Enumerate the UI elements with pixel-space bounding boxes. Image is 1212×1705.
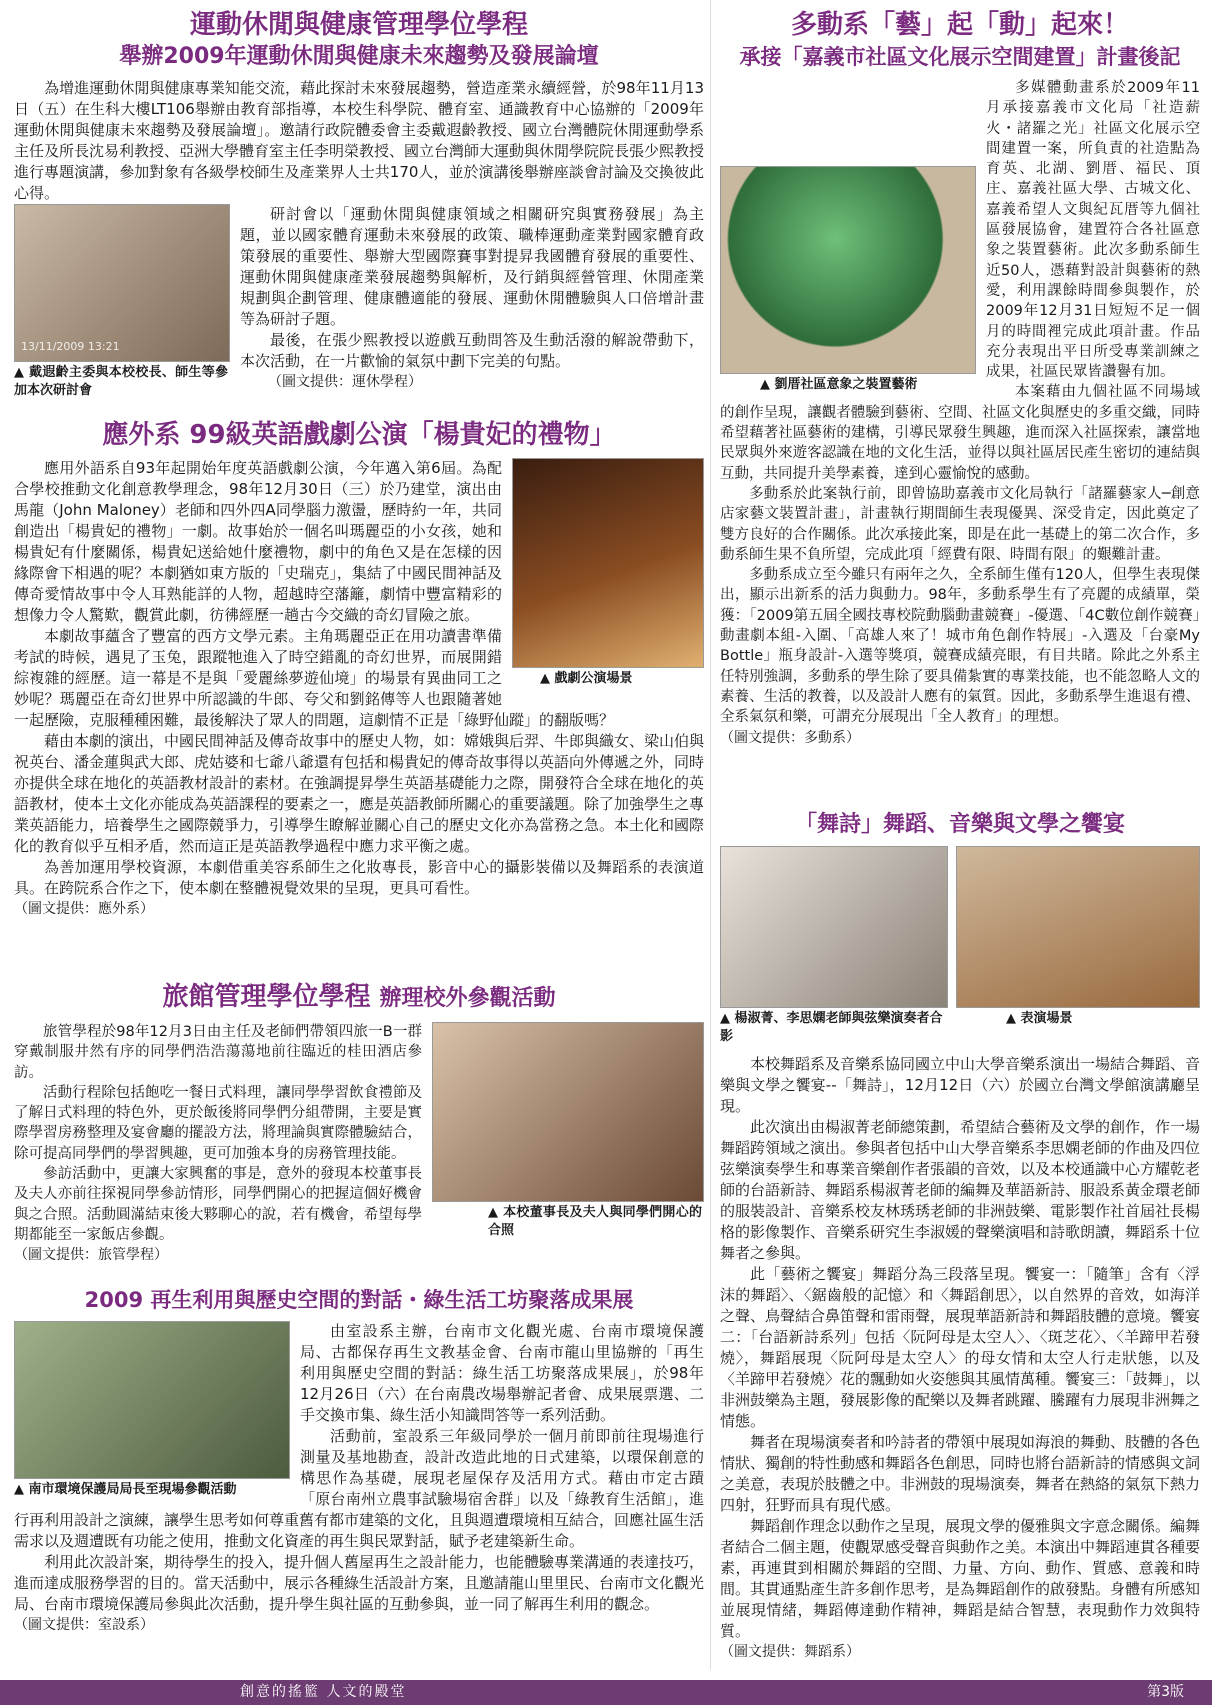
paragraph: 應用外語系自93年起開始年度英語戲劇公演，今年邁入第6屆。為配合學校推動文化創意教學理念，98年12月30日（三）於乃建堂，演出由馬龍（John Maloney）老師和四外四A同學腦力激盪，歷時約一年，共同創造出「楊貴妃的禮物」一劇。故事始於一個名叫瑪麗亞的小女孩，她和楊貴妃有什麼關係，楊貴妃送給她什麼禮物，劇中的角色又是在怎樣的因緣際會下相遇的呢？本劇猶如東方版的「史瑞克」，集結了中國民間神話及傳奇愛情故事中令人耳熟能詳的人物，超越時空藩籬，劇情中豐富精彩的想像力令人驚歎，觀賞此劇，彷彿經歷一趟古今交織的奇幻冒險之旅。 [14, 459, 502, 624]
article-subtitle: 舉辦2009年運動休閒與健康未來趨勢及發展論壇 [119, 44, 599, 69]
paragraph: 參訪活動中，更讓大家興奮的事是，意外的發現本校董事長及夫人亦前往探視同學參訪情形，同學們開心的把握這個好機會與之合照。活動圓滿結束後大夥聊心的說，若有機會，希望每學期都能至一家飯店參觀。 [14, 1166, 422, 1243]
article-hotel [14, 980, 704, 1266]
article-body [14, 1022, 704, 1266]
paragraph: 此「藝術之饗宴」舞蹈分為三段落呈現。饗宴一：「隨筆」含有〈浮沫的舞蹈〉、〈鋸齒般的記憶〉和〈舞蹈創思〉，以自然界的音效，如海洋之聲、鳥聲結合鼻笛聲和雷雨聲，展現華語新詩和舞蹈肢體的意境。饗宴二：「台語新詩系列」包括〈阮阿母是太空人〉、〈斑芝花〉、〈羊蹄甲若發燒〉，舞蹈展現〈阮阿母是太空人〉的母女情和太空人行走狀態，以及〈羊蹄甲若發燒〉花的飄動如火姿態與其風情萬種。饗宴三：「鼓舞」，以非洲鼓樂為主題，發展影像的配樂以及舞者跳躍、騰躍有力展現非洲舞之情態。 [720, 1265, 1201, 1430]
article-body [14, 1321, 704, 1636]
paragraph: 最後，在張少熙教授以遊戲互動問答及生動活潑的解說帶動下，本次活動，在一片歡愉的氣氛中劃下完美的句點。 [240, 331, 704, 370]
article-title: 「舞詩」舞蹈、音樂與文學之饗宴 [794, 812, 1125, 837]
photo-group [720, 846, 948, 1008]
photo-row [720, 846, 1200, 1054]
photo-green [14, 1321, 290, 1479]
paragraph: 由室設系主辦，台南市文化觀光處、台南市環境保護局、古都保存再生文教基金會、台南市龍山里協辦的「再生利用與歷史空間的對話：綠生活工坊聚落成果展」，於98年12月26日（六）在台南農改場舉辦記者會、成果展票選、二手交換市集、綠生活小知識問答等一系列活動。 [300, 1322, 704, 1424]
photo-block [432, 1022, 704, 1254]
paragraph: 此次演出由楊淑菁老師總策劃，希望結合藝術及文學的創作，作一場舞蹈跨領域之演出。參與者包括中山大學音樂系李思嫻老師的作曲及四位弦樂演奏學生和專業音樂創作者張韻的音效，以及本校通識中心方耀乾老師的台語新詩、舞蹈系楊淑菁老師的編舞及華語新詩、服設系黃金環老師的服裝設計、音樂系校友林琇琇老師的非洲鼓樂、電影製作社首屆社長楊格的影像製作、音樂系研究生李淑媛的聲樂演唱和詩歌朗讀，舞蹈系十位舞者之參與。 [720, 1118, 1201, 1262]
credit: （圖文提供：應外系） [14, 901, 154, 917]
paragraph: 利用此次設計案，期待學生的投入，提升個人舊屋再生之設計能力，也能體驗專業溝通的表達技巧，進而達成服務學習的目的。當天活動中，展示各種綠生活設計方案，且邀請龍山里里民、台南市文化觀光局、台南市環境保護局參與此次活動，提升學生與社區的互動參與，並一同了解再生利用的觀念。 [14, 1553, 705, 1613]
article-media [720, 8, 1200, 748]
article-english [14, 418, 704, 920]
article-title: 運動休閒與健康管理學位學程 [189, 10, 528, 40]
article-title: 2009 再生利用與歷史空間的對話・綠生活工坊聚落成果展 [84, 1288, 634, 1312]
photo-caption: ▲ 劉厝社區意象之裝置藝術 [760, 377, 918, 392]
photo-performance [956, 846, 1200, 1008]
paragraph: 活動行程除包括飽吃一餐日式料理，讓同學學習飲食禮節及了解日式料理的特色外，更於飯後將同學們分組帶開，主要是實際學習房務整理及宴會廳的擺設方法，將理論與實際體驗結合，除可提高同學們的學習興趣，更可加強本身的房務管理技能。 [14, 1084, 422, 1162]
credit: （圖文提供：旅管學程） [14, 1247, 168, 1264]
paragraph: 本校舞蹈系及音樂系協同國立中山大學音樂系演出一場結合舞蹈、音樂與文學之饗宴--「舞詩」，12月12日（六）於國立台灣文學館演講廳呈現。 [720, 1055, 1201, 1115]
article-title: 應外系 99級英語戲劇公演「楊貴妃的禮物」 [102, 420, 616, 450]
article-title: 多動系「藝」起「動」起來！ [790, 10, 1129, 40]
photo-caption: ▲ 本校董事長及夫人與同學們開心的合照 [488, 1205, 702, 1238]
photo-forum [14, 204, 230, 362]
article-body [720, 1054, 1200, 1663]
paragraph: 多媒體動畫系於2009年11月承接嘉義市文化局「社造薪火・諸羅之光」社區文化展示空間建置一案，所負責的社造點為育英、北湖、劉厝、福民、頂庄、嘉義社區大學、古城文化、嘉義希望人文與紀瓦厝等九個社區發展協會，建置符合各社區意象之裝置藝術。此次多動系師生近50人，憑藉對設計與藝術的熱愛，利用課餘時間參與製作，於2009年12月31日短短不足一個月的時間裡完成此項計畫。作品充分表現出平日所受專業訓練之成果，社區民眾皆讚譽有加。 [986, 80, 1200, 381]
article-subtitle: 承接「嘉義市社區文化展示空間建置」計畫後記 [739, 45, 1181, 69]
credit: （圖文提供：室設系） [14, 1617, 154, 1633]
photo-caption: ▲ 南市環境保護局局長至現場參觀活動 [14, 1482, 237, 1497]
paragraph: 舞者在現場演奏者和吟詩者的帶領中展現如海浪的舞動、肢體的各色情狀、獨創的特性動感和舞蹈各色創思，同時也將台語新詩的情感與文詞之美意，表現於肢體之中。非洲鼓的現場演奏，舞者在熱絡的氣氛下熱力四射，狂野而具有現代感。 [720, 1433, 1201, 1514]
credit: （圖文提供：舞蹈系） [720, 1644, 860, 1660]
photo-block [720, 166, 976, 398]
paragraph: 本劇故事蘊含了豐富的西方文學元素。主角瑪麗亞正在用功讀書準備考試的時候，遇見了玉兔，跟蹤牠進入了時空錯亂的奇幻世界，而展開錯綜複雜的經歷。這一幕是不是與「愛麗絲夢遊仙境」的場景有異曲同工之妙呢？瑪麗亞在奇幻世界中所認識的牛郎、夸父和劉銘傳等人也跟隨著她一起歷險，克服種種困難，最後解決了眾人的問題，這劇情不正是「綠野仙蹤」的翻版嗎？ [14, 627, 615, 729]
paragraph: 多動系於此案執行前，即曾協助嘉義市文化局執行「諸羅藝家人─創意店家藝文裝置計畫」，計畫執行期間師生表現優異、深受肯定，因此奠定了雙方良好的合作關係。此次承接此案，即是在此一基礎上的第二次合作，多動系師生果不負所望，完成此項「經費有限、時間有限」的艱難計畫。 [720, 485, 1200, 563]
paragraph: 本案藉由九個社區不同場域的創作呈現，讓觀者體驗到藝術、空間、社區文化與歷史的多重交織，同時希望藉著社區藝術的建構，引導民眾發生興趣，進而深入社區探索，讓當地民眾與外來遊客認識在地的文化生活，並得以與社區居民產生密切的連結與互動，共同提升美學素養，達到心靈愉悅的感動。 [720, 384, 1200, 482]
paragraph: 藉由本劇的演出，中國民間神話及傳奇故事中的歷史人物，如：嫦娥與后羿、牛郎與織女、梁山伯與祝英台、潘金蓮與武大郎、虎姑婆和七爺八爺還有包括和楊貴妃的傳奇故事得以英語向外傳遞之外，同時亦提供全球在地化的英語教材設計的素材。在強調提昇學生英語基礎能力之際，開發符合全球在地化的英語教材，使本土文化亦能成為英語課程的要素之一，應是英語教師所關心的重要議題。除了加強學生之專業英語能力，培養學生之國際競爭力，引導學生瞭解並關心自己的歷史文化亦為當務之急。本土化和國際化的教育似乎互相矛盾，然而這正是英語教學過程中應力求平衡之處。 [14, 732, 705, 855]
paragraph: 多動系成立至今雖只有兩年之久，全系師生僅有120人，但學生表現傑出，顯示出新系的活力與動力。98年，多動系學生有了亮麗的成績單，榮獲：「2009第五屆全國技專校院動腦動畫競賽」-優選、「4C數位創作競賽」動畫劇本組-入圍、「高雄人來了！城市角色創作特展」-入選及「台豪My Bottle」瓶身設計-入選等獎項，競賽成績亮眼，有目共睹。除此之外系主任特別強調，多動系的學生除了要具備紮實的專業技能，也不能忽略人文的素養、生活的教養，以及設計人應有的氣質。因此，多動系學生進退有禮、全系氣氛和樂，可謂充分展現出「全人教育」的理想。 [720, 567, 1200, 726]
photo-caption: ▲ 表演場景 [1006, 1011, 1073, 1026]
article-green [14, 1285, 704, 1636]
photo-hotel [432, 1022, 704, 1202]
credit: （圖文提供：多動系） [720, 729, 860, 746]
photo-block [14, 204, 230, 398]
photo-installation [720, 166, 976, 374]
article-title-sub: 辦理校外參觀活動 [379, 986, 556, 1011]
photo-block [14, 1321, 290, 1501]
paragraph: 舞蹈創作理念以動作之呈現，展現文學的優雅與文字意念關係。編舞者結合二個主題，使觀眾感受聲音與動作之美。本演出中舞蹈連貫各種要素，再連貫到相關於舞蹈的空間、力量、方向、動作、質感、意義和時間。其貫通點產生許多創作思考，是為舞蹈創作的啟發點。身體有所感知並展現情緒，舞蹈傳達動作精神，舞蹈是結合智慧，表現動作力效與特質。 [720, 1517, 1201, 1640]
page-number: 第3版 [1147, 1684, 1184, 1700]
paragraph: 旅管學程於98年12月3日由主任及老師們帶領四旅一B一群穿戴制服井然有序的同學們浩浩蕩蕩地前往臨近的桂田酒店參訪。 [14, 1024, 422, 1081]
paragraph: 為善加運用學校資源，本劇借重美容系師生之化妝專長，影音中心的攝影裝備以及舞蹈系的表演道具。在跨院系合作之下，使本劇在整體視覺效果的呈現，更具可看性。 [14, 858, 704, 897]
photo-caption: ▲ 楊淑菁、李思嫻老師與弦樂演奏者合影 [720, 1011, 943, 1044]
article-title [14, 980, 704, 1016]
photo-block [512, 458, 704, 690]
paragraph: 研討會以「運動休閒與健康領域之相關研究與實務發展」為主題，並以國家體育運動未來發展的政策、職棒運動產業對國家體育政策發展的重要性、舉辦大型國際賽事對提昇我國體育發展的重要性、運動休閒與健康產業發展趨勢與解析，及行銷與經營管理、休閒產業規劃與企劃管理、健康體適能的發展、運動休閒體驗與人口倍增計畫等為研討子題。 [240, 205, 704, 328]
article-sports [14, 8, 704, 398]
photo-drama [512, 458, 704, 668]
credit: （圖文提供：運休學程） [268, 374, 422, 390]
article-body [720, 78, 1200, 748]
article-title-main: 旅館管理學位學程 [162, 982, 371, 1012]
paragraph: 活動前，室設系三年級同學於一個月前即前往現場進行測量及基地勘查，設計改造此地的日式建築，以環保創意的構思作為基礎，展現老屋保存及活用方式。藉由市定古蹟「原台南州立農事試驗場宿舍群」以及「綠教育生活館」，進行再利用設計之演練，讓學生思考如何尊重舊有都市建築的文化，且與週遭環境相互結合，回應社區生活需求以及週遭既有功能之使用，推動文化資產的再生與民眾對話，賦予老建築新生命。 [14, 1427, 705, 1550]
footer-motto: 創意的搖籃 人文的殿堂 [240, 1684, 407, 1700]
article-dance [720, 810, 1200, 1663]
paragraph: 為增進運動休閒與健康專業知能交流，藉此探討未來發展趨勢，營造產業永續經營，於98年11月13日（五）在生科大樓LT106舉辦由教育部指導，本校生科學院、體育室、通識教育中心協辦的「2009年運動休閒與健康未來趨勢及發展論壇」。邀請行政院體委會主委戴遐齡教授、國立台灣體院休閒運動學系主任及所長沈易利教授、亞洲大學體育室主任李明榮教授、國立台灣師大運動與休閒學院院長張少熙教授進行專題演講，參加對象有各級學校師生及產業界人士共170人，並於演講後舉辦座談會討論及交換彼此心得。 [14, 79, 705, 202]
photo-caption: ▲ 戲劇公演場景 [540, 671, 633, 686]
column-divider [710, 0, 711, 1670]
article-body [14, 458, 704, 920]
photo-caption: ▲ 戴遐齡主委與本校校長、師生等參加本次研討會 [14, 365, 228, 398]
article-body [14, 78, 705, 398]
page-footer [0, 1680, 1212, 1705]
photo-stamp: 13/11/2009 13:21 [21, 340, 120, 353]
